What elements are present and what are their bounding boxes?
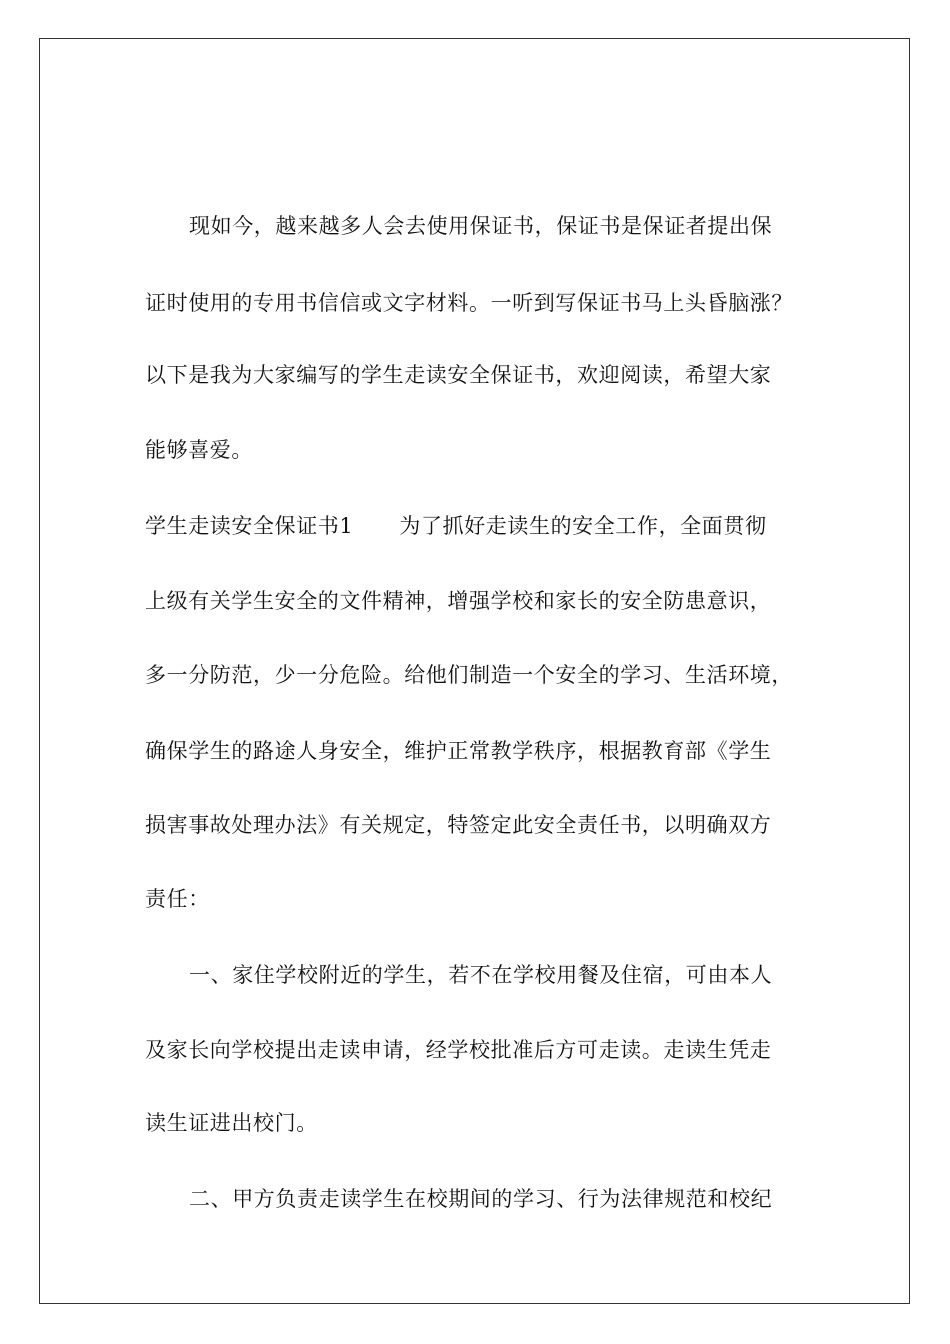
text-line: 确保学生的路途人身安全，维护正常教学秩序，根据教育部《学生 (145, 739, 772, 763)
section-heading: 学生走读安全保证书1 (145, 514, 354, 538)
text-line: 及家长向学校提出走读申请，经学校批准后方可走读。走读生凭走 (145, 1038, 772, 1062)
text-line: 读生证进出校门。 (145, 1111, 318, 1135)
section-heading-line (145, 512, 767, 540)
text-line: 损害事故处理办法》有关规定，特签定此安全责任书，以明确双方 (145, 813, 772, 837)
text-line: 一、家住学校附近的学生，若不在学校用餐及住宿，可由本人 (189, 963, 773, 987)
text-line: 现如今，越来越多人会去使用保证书，保证书是保证者提出保 (189, 214, 773, 238)
text-line: 多一分防范，少一分危险。给他们制造一个安全的学习、生活环境， (145, 663, 793, 687)
text-line: 责任： (145, 887, 210, 911)
text-line: 二、甲方负责走读学生在校期间的学习、行为法律规范和校纪 (189, 1187, 773, 1211)
text-line: 上级有关学生安全的文件精神，增强学校和家长的安全防患意识， (145, 589, 772, 613)
text-line: 证时使用的专用书信信或文字材料。一听到写保证书马上头昏脑涨？ (145, 291, 793, 315)
text-line: 为了抓好走读生的安全工作，全面贯彻 (399, 514, 767, 538)
text-line: 以下是我为大家编写的学生走读安全保证书，欢迎阅读，希望大家 (145, 363, 772, 387)
text-line: 能够喜爱。 (145, 438, 253, 462)
